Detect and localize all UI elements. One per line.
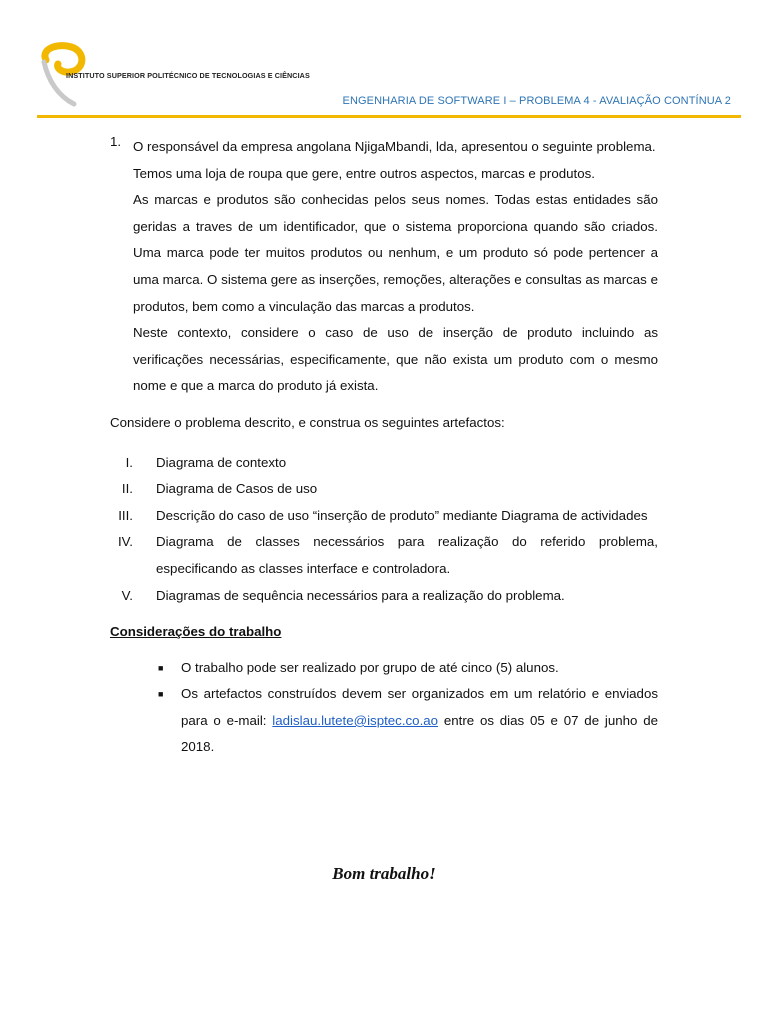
document-body <box>110 134 658 761</box>
artefact-number: I. <box>125 454 133 470</box>
consideration-text-start: Os artefactos construídos devem ser organizados em um relatório e enviados para o e-mail: <box>181 686 658 728</box>
email-link[interactable]: ladislau.lutete@isptec.co.ao <box>272 712 439 728</box>
artefact-number: IV. <box>117 534 133 550</box>
square-bullet-icon: ■ <box>158 662 164 673</box>
question-paragraph: Temos uma loja de roupa que gere, entre outros aspectos, marcas e produtos. <box>133 165 595 181</box>
artefacts-list <box>110 450 658 610</box>
question-body <box>133 134 658 400</box>
question-number: 1. <box>110 134 122 149</box>
document-header-title: ENGENHARIA DE SOFTWARE I – PROBLEMA 4 - AVALIAÇÃO CONTÍNUA 2 <box>342 95 731 107</box>
artefact-number: II. <box>121 481 133 497</box>
consideration-text: O trabalho pode ser realizado por grupo de até cinco (5) alunos. <box>181 659 559 675</box>
consideration-item <box>156 655 658 682</box>
square-bullet-icon: ■ <box>158 689 164 700</box>
question-item <box>110 134 658 400</box>
question-paragraph: O responsável da empresa angolana NjigaMbandi, lda, apresentou o seguinte problema. <box>133 139 656 154</box>
artefact-item <box>110 476 658 503</box>
header-divider <box>37 115 741 118</box>
artefact-text: Diagrama de classes necessários para realização do referido problema, especificando as classes interface e controladora. <box>156 534 658 576</box>
consideration-text-end: entre os dias 05 e 07 de junho de 2018. <box>181 712 658 755</box>
artefact-item <box>110 450 658 477</box>
artefact-text: Diagramas de sequência necessários para a realização do problema. <box>156 587 565 603</box>
consideration-item <box>156 681 658 761</box>
consideration-text <box>181 681 658 761</box>
artefact-item <box>110 503 658 530</box>
artefact-item <box>110 583 658 610</box>
artefact-text: Diagrama de contexto <box>156 454 287 470</box>
artefact-number: III. <box>118 507 133 523</box>
considerations-title: Considerações do trabalho <box>110 624 282 640</box>
considerations-list <box>110 655 658 761</box>
artefact-text: Descrição do caso de uso “inserção de produto” mediante Diagrama de actividades <box>156 507 648 523</box>
artefacts-intro: Considere o problema descrito, e construa os seguintes artefactos: <box>110 414 505 430</box>
artefact-number: V. <box>121 587 133 603</box>
institution-name: INSTITUTO SUPERIOR POLITÉCNICO DE TECNOLOGIAS E CIÊNCIAS <box>66 71 310 80</box>
question-paragraph: As marcas e produtos são conhecidas pelos seus nomes. Todas estas entidades são geridas a traves de um identificador, que o sistema proporciona quando são criados. Uma marca pode ter muitos produtos ou nenhum, e um produto só pode pertencer a uma marca. O sistema gere as inserções, remoções, alterações e consultas as marcas e produtos, bem como a vinculação das marcas a produtos. <box>133 192 658 314</box>
closing-remark: Bom trabalho! <box>332 864 436 883</box>
artefact-item <box>110 529 658 582</box>
question-paragraph: Neste contexto, considere o caso de uso de inserção de produto incluindo as verificações necessárias, especificamente, que não exista um produto com o mesmo nome e que a marca do produto já exista. <box>133 325 658 394</box>
artefact-text: Diagrama de Casos de uso <box>156 481 318 497</box>
